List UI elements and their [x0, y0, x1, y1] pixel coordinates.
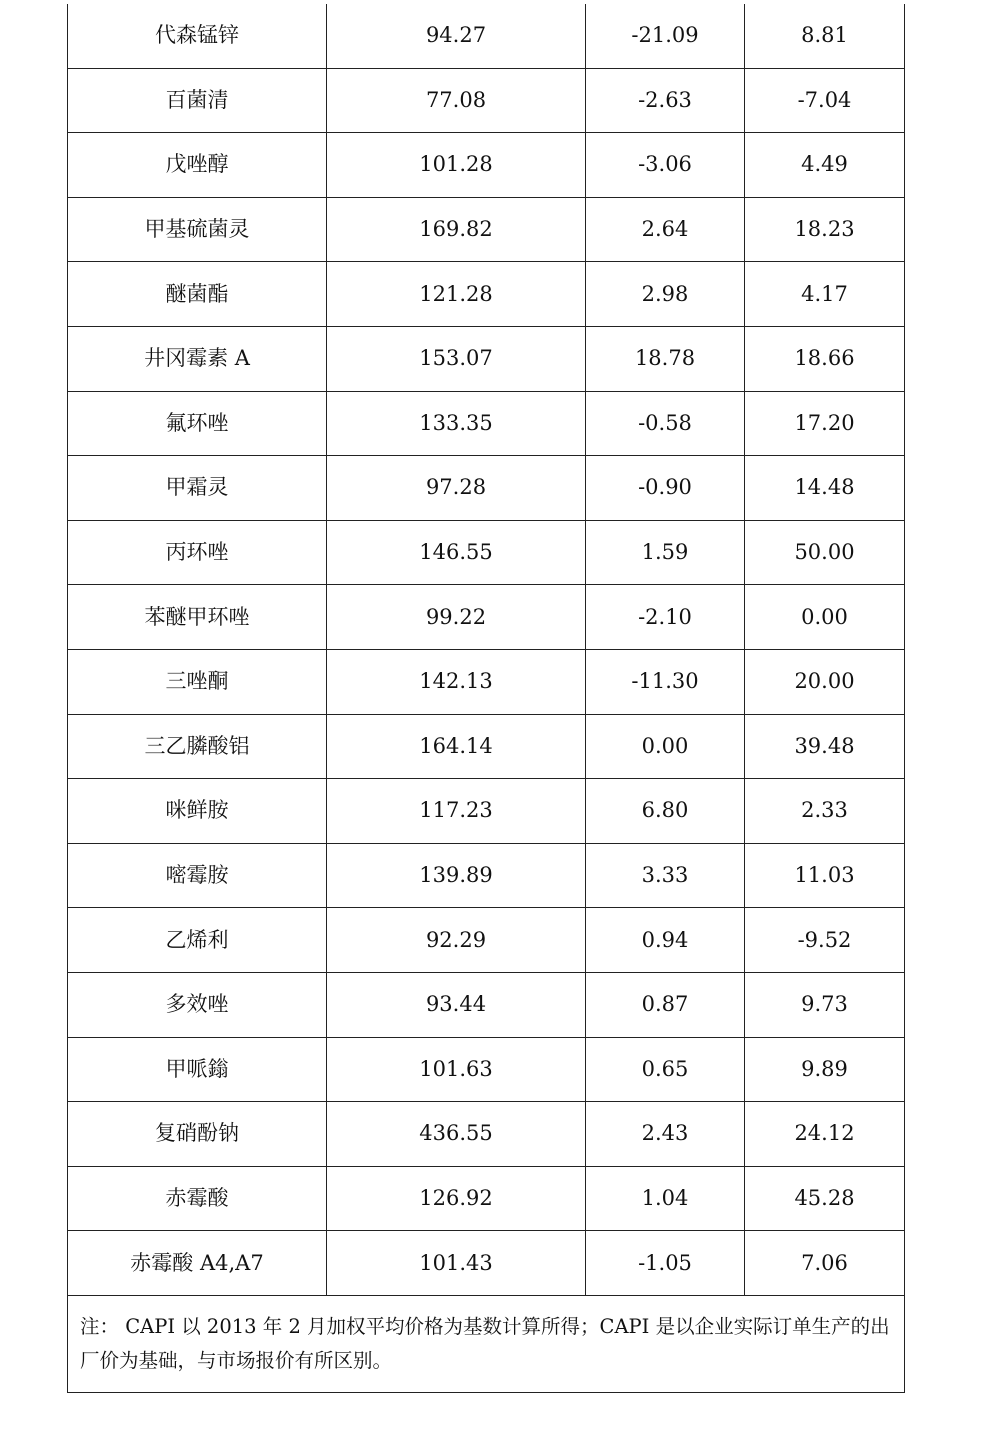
- index-value-cell: 93.44: [327, 972, 586, 1037]
- index-value-cell: 139.89: [327, 843, 586, 908]
- product-name-cell: 百菌清: [68, 68, 327, 133]
- index-value-cell: 436.55: [327, 1102, 586, 1167]
- table-row: [68, 1166, 905, 1231]
- year-change-cell: -7.04: [745, 68, 905, 133]
- index-value-cell: 121.28: [327, 262, 586, 327]
- month-change-cell: 1.04: [586, 1166, 745, 1231]
- table-row: [68, 4, 905, 68]
- month-change-cell: 0.00: [586, 714, 745, 779]
- year-change-cell: 4.17: [745, 262, 905, 327]
- table-row: [68, 649, 905, 714]
- product-name-cell: 氟环唑: [68, 391, 327, 456]
- product-name-cell: 醚菌酯: [68, 262, 327, 327]
- month-change-cell: 3.33: [586, 843, 745, 908]
- month-change-cell: -21.09: [586, 4, 745, 68]
- index-value-cell: 94.27: [327, 4, 586, 68]
- month-change-cell: -0.58: [586, 391, 745, 456]
- month-change-cell: -1.05: [586, 1231, 745, 1296]
- year-change-cell: 17.20: [745, 391, 905, 456]
- product-name-cell: 甲霜灵: [68, 456, 327, 521]
- table-row: [68, 972, 905, 1037]
- year-change-cell: 4.49: [745, 133, 905, 198]
- index-value-cell: 97.28: [327, 456, 586, 521]
- product-name-cell: 苯醚甲环唑: [68, 585, 327, 650]
- table-row: [68, 714, 905, 779]
- product-name-cell: 多效唑: [68, 972, 327, 1037]
- index-value-cell: 101.63: [327, 1037, 586, 1102]
- index-value-cell: 99.22: [327, 585, 586, 650]
- month-change-cell: 0.94: [586, 908, 745, 973]
- index-value-cell: 77.08: [327, 68, 586, 133]
- index-value-cell: 101.43: [327, 1231, 586, 1296]
- product-name-cell: 复硝酚钠: [68, 1102, 327, 1167]
- index-value-cell: 169.82: [327, 197, 586, 262]
- table-row: [68, 843, 905, 908]
- product-name-cell: 三唑酮: [68, 649, 327, 714]
- product-name-cell: 嘧霉胺: [68, 843, 327, 908]
- table-row: [68, 133, 905, 198]
- year-change-cell: 7.06: [745, 1231, 905, 1296]
- product-name-cell: 井冈霉素 A: [68, 326, 327, 391]
- year-change-cell: 9.73: [745, 972, 905, 1037]
- month-change-cell: -2.63: [586, 68, 745, 133]
- product-name-cell: 乙烯利: [68, 908, 327, 973]
- year-change-cell: 20.00: [745, 649, 905, 714]
- year-change-cell: 11.03: [745, 843, 905, 908]
- product-name-cell: 甲哌鎓: [68, 1037, 327, 1102]
- year-change-cell: 2.33: [745, 779, 905, 844]
- index-value-cell: 133.35: [327, 391, 586, 456]
- table-row: [68, 1037, 905, 1102]
- month-change-cell: 1.59: [586, 520, 745, 585]
- table-row: [68, 456, 905, 521]
- year-change-cell: 18.66: [745, 326, 905, 391]
- month-change-cell: -11.30: [586, 649, 745, 714]
- index-value-cell: 92.29: [327, 908, 586, 973]
- product-name-cell: 甲基硫菌灵: [68, 197, 327, 262]
- table-row: [68, 520, 905, 585]
- table-row: [68, 779, 905, 844]
- year-change-cell: 9.89: [745, 1037, 905, 1102]
- year-change-cell: 8.81: [745, 4, 905, 68]
- month-change-cell: 6.80: [586, 779, 745, 844]
- index-value-cell: 101.28: [327, 133, 586, 198]
- product-name-cell: 三乙膦酸铝: [68, 714, 327, 779]
- month-change-cell: -0.90: [586, 456, 745, 521]
- year-change-cell: 18.23: [745, 197, 905, 262]
- table-row: [68, 1231, 905, 1296]
- product-name-cell: 赤霉酸: [68, 1166, 327, 1231]
- month-change-cell: -3.06: [586, 133, 745, 198]
- product-name-cell: 咪鲜胺: [68, 779, 327, 844]
- product-name-cell: 戊唑醇: [68, 133, 327, 198]
- year-change-cell: 24.12: [745, 1102, 905, 1167]
- table-row: [68, 326, 905, 391]
- month-change-cell: 18.78: [586, 326, 745, 391]
- month-change-cell: 2.43: [586, 1102, 745, 1167]
- table-row: [68, 197, 905, 262]
- month-change-cell: 0.65: [586, 1037, 745, 1102]
- month-change-cell: -2.10: [586, 585, 745, 650]
- year-change-cell: 50.00: [745, 520, 905, 585]
- table-row: [68, 585, 905, 650]
- price-index-table: [67, 4, 905, 1393]
- index-value-cell: 146.55: [327, 520, 586, 585]
- index-value-cell: 164.14: [327, 714, 586, 779]
- month-change-cell: 0.87: [586, 972, 745, 1037]
- index-value-cell: 153.07: [327, 326, 586, 391]
- product-name-cell: 丙环唑: [68, 520, 327, 585]
- note-row: [68, 1295, 905, 1392]
- product-name-cell: 赤霉酸 A4,A7: [68, 1231, 327, 1296]
- table-row: [68, 262, 905, 327]
- index-value-cell: 126.92: [327, 1166, 586, 1231]
- month-change-cell: 2.64: [586, 197, 745, 262]
- table-row: [68, 908, 905, 973]
- month-change-cell: 2.98: [586, 262, 745, 327]
- year-change-cell: -9.52: [745, 908, 905, 973]
- table-note: 注： CAPI 以 2013 年 2 月加权平均价格为基数计算所得；CAPI 是以企业实际订单生产的出厂价为基础，与市场报价有所区别。: [68, 1295, 905, 1392]
- year-change-cell: 14.48: [745, 456, 905, 521]
- index-value-cell: 142.13: [327, 649, 586, 714]
- table-body: [68, 4, 905, 1392]
- product-name-cell: 代森锰锌: [68, 4, 327, 68]
- table-row: [68, 1102, 905, 1167]
- table-row: [68, 391, 905, 456]
- year-change-cell: 45.28: [745, 1166, 905, 1231]
- table-row: [68, 68, 905, 133]
- year-change-cell: 39.48: [745, 714, 905, 779]
- year-change-cell: 0.00: [745, 585, 905, 650]
- index-value-cell: 117.23: [327, 779, 586, 844]
